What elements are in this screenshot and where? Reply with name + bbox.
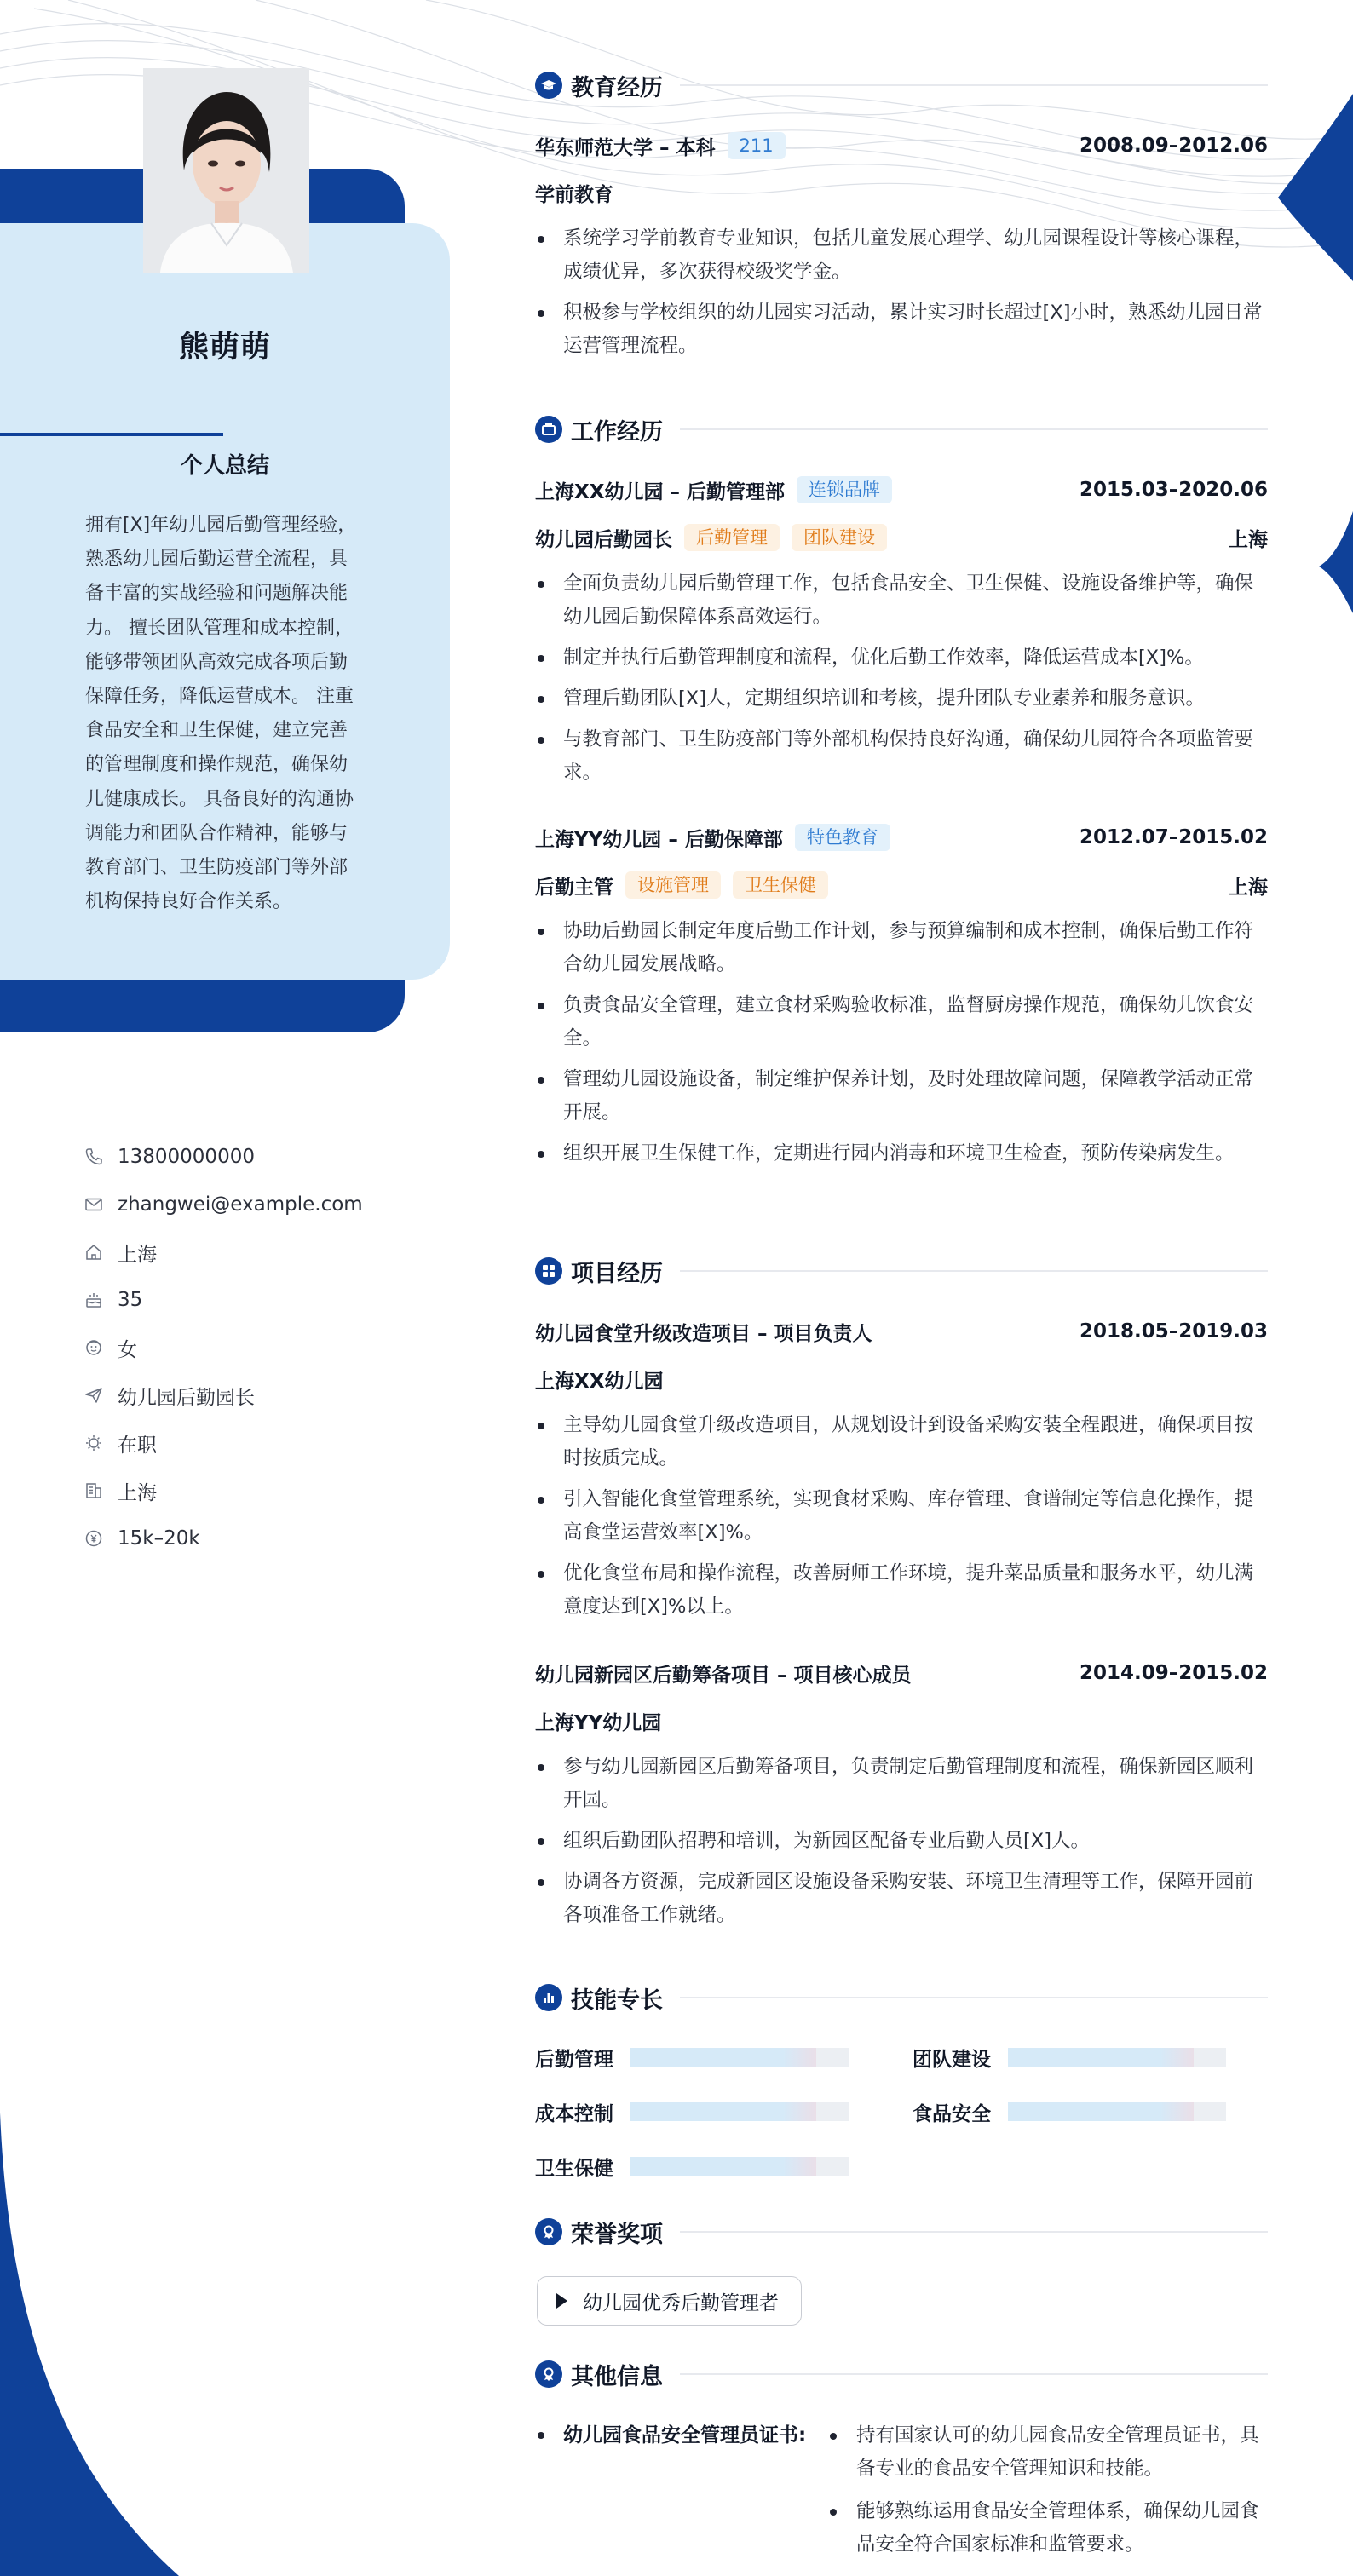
- job-1-company-tag: 连锁品牌: [797, 476, 892, 503]
- work-divider: [680, 428, 1268, 430]
- skill-bar: [630, 2048, 849, 2067]
- job-2-company-row: [535, 822, 1268, 853]
- play-icon: [556, 2293, 567, 2309]
- contact-status: [83, 1419, 424, 1467]
- job-1-role-tag: 团队建设: [792, 524, 887, 551]
- age-icon: [83, 1290, 104, 1310]
- status-icon: [83, 1433, 104, 1453]
- skill-bar: [1008, 2048, 1226, 2067]
- contact-email: [83, 1181, 424, 1228]
- education-dates: 2008.09–2012.06: [1079, 135, 1268, 157]
- mail-icon: [83, 1194, 104, 1215]
- summary-title: 个人总结: [180, 453, 269, 479]
- skills-header: [535, 1981, 1268, 2015]
- contact-age-value: 35: [118, 1289, 143, 1311]
- job-1-company-row: [535, 474, 1268, 505]
- award-icon: [535, 2218, 562, 2245]
- list-item: 优化食堂布局和操作流程，改善厨师工作环境，提升菜品质量和服务水平，幼儿满意度达到[X]%以上。: [535, 1557, 1268, 1624]
- job-1-role: 幼儿园后勤园长: [535, 528, 672, 551]
- job-2-company-tag: 特色教育: [795, 824, 890, 851]
- skills-title: 技能专长: [571, 1987, 663, 2014]
- project-2-bullets: [535, 1751, 1268, 1940]
- other-title: 其他信息: [571, 2363, 663, 2390]
- honors-header: [535, 2215, 1268, 2249]
- project-1-org: 上海XX幼儿园: [535, 1370, 664, 1393]
- project-2-dates: 2014.09–2015.02: [1079, 1662, 1268, 1684]
- skill-bar-fill: [1008, 2102, 1194, 2121]
- job-2-role-tag: 设施管理: [625, 871, 721, 899]
- profile-photo: [143, 68, 309, 273]
- project-1-dates: 2018.05–2019.03: [1079, 1320, 1268, 1343]
- projects-title: 项目经历: [571, 1260, 663, 1287]
- job-2-role-tag: 卫生保健: [733, 871, 828, 899]
- contact-age: [83, 1276, 424, 1324]
- project-1-name: 幼儿园食堂升级改造项目 – 项目负责人: [535, 1322, 872, 1345]
- project-1-bullets: [535, 1409, 1268, 1631]
- phone-icon: [83, 1147, 104, 1167]
- job-2-bullets: [535, 915, 1268, 1178]
- skill-bar-fill: [630, 2048, 816, 2067]
- contact-city-value: 上海: [118, 1481, 157, 1504]
- award-badge: [537, 2276, 802, 2326]
- award-label: 幼儿园优秀后勤管理者: [583, 2291, 779, 2314]
- contact-salary-value: 15k–20k: [118, 1527, 200, 1550]
- profile-name: 熊萌萌: [178, 331, 271, 365]
- info-icon: [535, 2360, 562, 2388]
- list-item: 组织开展卫生保健工作，定期进行园内消毒和环境卫生检查，预防传染病发生。: [535, 1137, 1268, 1170]
- home-icon: [83, 1242, 104, 1262]
- job-1-role-row: [535, 522, 1268, 553]
- skill-item: [913, 2042, 1226, 2073]
- skill-item: [913, 2096, 1226, 2127]
- job-2-role-row: [535, 870, 1268, 900]
- list-item: 管理幼儿园设施设备，制定维护保养计划，及时处理故障问题，保障教学活动正常开展。: [535, 1063, 1268, 1130]
- other-header: [535, 2357, 1268, 2391]
- skill-name: 团队建设: [913, 2048, 991, 2071]
- skill-bar-fill: [630, 2102, 816, 2121]
- salary-icon: [83, 1528, 104, 1549]
- job-2-role: 后勤主管: [535, 876, 613, 899]
- skill-name: 食品安全: [913, 2102, 991, 2125]
- skill-bar-fill: [630, 2157, 816, 2176]
- projects-divider: [680, 1270, 1268, 1272]
- honors-title: 荣誉奖项: [571, 2221, 663, 2248]
- list-item: 管理后勤团队[X]人，定期组织培训和考核，提升团队专业素养和服务意识。: [535, 682, 1268, 716]
- gender-icon: [83, 1337, 104, 1358]
- contact-email-value: zhangwei@example.com: [118, 1193, 363, 1216]
- work-title: 工作经历: [571, 418, 663, 446]
- skill-name: 成本控制: [535, 2102, 613, 2125]
- skill-bar: [1008, 2102, 1226, 2121]
- job-1-company: 上海XX幼儿园 – 后勤管理部: [535, 480, 785, 503]
- list-item: 持有国家认可的幼儿园食品安全管理员证书，具备专业的食品安全管理知识和技能。: [825, 2419, 1268, 2486]
- list-item: 全面负责幼儿园后勤管理工作，包括食品安全、卫生保健、设施设备维护等，确保幼儿园后勤保障体系高效运行。: [535, 567, 1268, 634]
- contact-address-value: 上海: [118, 1243, 157, 1266]
- job-2-location: 上海: [1229, 876, 1268, 899]
- list-item: 协助后勤园长制定年度后勤工作计划，参与预算编制和成本控制，确保后勤工作符合幼儿园发展战略。: [535, 915, 1268, 981]
- projects-header: [535, 1254, 1268, 1288]
- skill-bar: [630, 2157, 849, 2176]
- education-header: [535, 68, 1268, 102]
- contact-salary: [83, 1515, 424, 1562]
- education-tag: 211: [728, 132, 786, 159]
- project-1-org-row: [535, 1364, 1268, 1394]
- summary-divider: [0, 433, 223, 436]
- education-school: 华东师范大学 – 本科: [535, 136, 716, 159]
- contact-list: [83, 1133, 424, 1562]
- list-item: 组织后勤团队招聘和培训，为新园区配备专业后勤人员[X]人。: [535, 1825, 1268, 1858]
- list-item: 主导幼儿园食堂升级改造项目，从规划设计到设备采购安装全程跟进，确保项目按时按质完成。: [535, 1409, 1268, 1475]
- list-item: 系统学习学前教育专业知识，包括儿童发展心理学、幼儿园课程设计等核心课程，成绩优异，多次获得校级奖学金。: [535, 222, 1268, 289]
- project-2-org: 上海YY幼儿园: [535, 1711, 662, 1734]
- skill-name: 后勤管理: [535, 2048, 613, 2071]
- list-item: 能够熟练运用食品安全管理体系，确保幼儿园食品安全符合国家标准和监管要求。: [825, 2495, 1268, 2562]
- graduation-cap-icon: [535, 72, 562, 99]
- list-item: 协调各方资源，完成新园区设施设备采购安装、环境卫生清理等工作，保障开园前各项准备工作就绪。: [535, 1866, 1268, 1932]
- building-icon: [83, 1481, 104, 1501]
- contact-phone: [83, 1133, 424, 1181]
- skill-bar-fill: [1008, 2048, 1194, 2067]
- contact-position-value: 幼儿园后勤园长: [118, 1386, 255, 1409]
- contact-phone-value: 13800000000: [118, 1146, 255, 1168]
- contact-status-value: 在职: [118, 1434, 157, 1457]
- job-1-bullets: [535, 567, 1268, 797]
- project-2-row: [535, 1658, 1268, 1688]
- other-divider: [680, 2373, 1268, 2375]
- education-major-row: [535, 177, 1268, 208]
- project-2-name: 幼儿园新园区后勤筹备项目 – 项目核心成员: [535, 1664, 912, 1687]
- project-1-row: [535, 1316, 1268, 1347]
- skill-bar: [630, 2102, 849, 2121]
- job-1-location: 上海: [1229, 528, 1268, 551]
- education-school-row: [535, 130, 1268, 161]
- honors-divider: [680, 2231, 1268, 2233]
- list-item: 制定并执行后勤管理制度和流程，优化后勤工作效率，降低运营成本[X]%。: [535, 641, 1268, 675]
- list-item: 参与幼儿园新园区后勤筹备项目，负责制定后勤管理制度和流程，确保新园区顺利开园。: [535, 1751, 1268, 1817]
- contact-address: [83, 1228, 424, 1276]
- skill-name: 卫生保健: [535, 2157, 613, 2180]
- contact-gender-value: 女: [118, 1338, 137, 1361]
- list-item: 引入智能化食堂管理系统，实现食材采购、库存管理、食谱制定等信息化操作，提高食堂运营效率[X]%。: [535, 1483, 1268, 1550]
- job-2-dates: 2012.07–2015.02: [1079, 826, 1268, 848]
- list-item: 与教育部门、卫生防疫部门等外部机构保持良好沟通，确保幼儿园符合各项监管要求。: [535, 723, 1268, 790]
- certificate-label: 幼儿园食品安全管理员证书:: [535, 2419, 825, 2452]
- education-divider: [680, 84, 1268, 86]
- project-2-org-row: [535, 1705, 1268, 1736]
- job-1-role-tag: 后勤管理: [684, 524, 780, 551]
- skill-item: [535, 2151, 849, 2182]
- skill-item: [535, 2042, 849, 2073]
- skill-item: [535, 2096, 849, 2127]
- list-item: 积极参与学校组织的幼儿园实习活动，累计实习时长超过[X]小时，熟悉幼儿园日常运营管理流程。: [535, 296, 1268, 363]
- education-major: 学前教育: [535, 183, 613, 206]
- summary-text: 拥有[X]年幼儿园后勤管理经验，熟悉幼儿园后勤运营全流程，具备丰富的实战经验和问题解决能力。 擅长团队管理和成本控制，能够带领团队高效完成各项后勤保障任务，降低运营成本。 注重食品安全和卫生保健，建立完善的管理制度和操作规范，确保幼儿健康成长。 具备良好的沟通协调能力和团队合作精神，能够与教育部门、卫生防疫部门等外部机构保持良好合作关系。: [85, 515, 357, 913]
- briefcase-icon: [535, 416, 562, 443]
- certificate-details: [825, 2419, 1268, 2571]
- skills-divider: [680, 1997, 1268, 1998]
- send-icon: [83, 1385, 104, 1406]
- contact-city: [83, 1467, 424, 1515]
- job-1-dates: 2015.03–2020.06: [1079, 479, 1268, 501]
- grid-icon: [535, 1257, 562, 1285]
- job-2-company: 上海YY幼儿园 – 后勤保障部: [535, 828, 783, 851]
- list-item: 负责食品安全管理，建立食材采购验收标准，监督厨房操作规范，确保幼儿饮食安全。: [535, 989, 1268, 1055]
- education-bullets: [535, 222, 1268, 371]
- contact-position: [83, 1371, 424, 1419]
- contact-gender: [83, 1324, 424, 1371]
- work-header: [535, 412, 1268, 446]
- education-title: 教育经历: [571, 74, 663, 101]
- bar-chart-icon: [535, 1984, 562, 2011]
